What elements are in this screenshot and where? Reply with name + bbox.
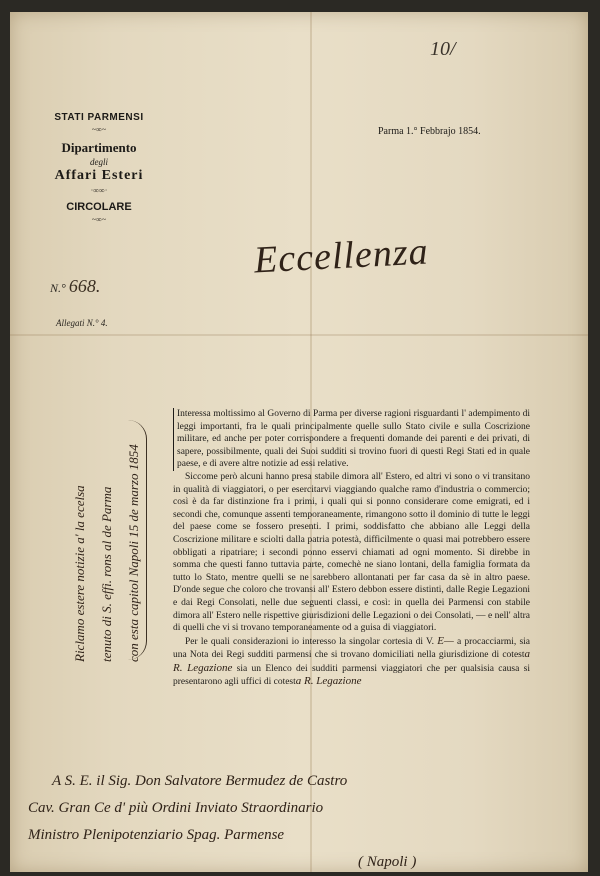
handwritten-insert-3: a R. Legazione: [295, 675, 362, 688]
letter-body: [173, 408, 530, 689]
margin-note: [66, 422, 150, 662]
handwritten-insert-1: E—: [437, 634, 454, 647]
paragraph-2: Siccome però alcuni hanno presa stabile dimora all' Estero, ed altri vi sono o vi transitano in qualità di viaggiatori, o per esercitarvi viaggiando qualche ramo d'industria o commercio; così è da far distinzione fra i primi, i quali qui si ponno considerare come emigrati, ed i secondi che, comunque assenti temporaneamente, rimangono sotto il dominio di tutte le leggi del paese come se fossero presenti. I primi, soddisfatto che abbiano alle Leggi della Coscrizione militare e sciolti dalla patria potestà, difficilmente o quasi mai potrebbero essere obbligati a ripatriare; i secondi ponno esservi chiamati ad ogni momento. Si direbbe in somma che questi fanno tuttavia parte, comechè ne siano lontani, della famiglia formata da tutto lo Stato, mentre quelli se ne sarebbero allontanati per far casa da sè in altro paese. D'onde segue che coloro che trovansi all' Estero debbon essere distinti, dalle Regie Legazioni e dai Regi Consolati, nelle due seguenti classi, e così: in quella dei Parmensi con stabile dimora all' Estero nelle rispettive giurisdizioni delle Legazioni o dei Consolati, — e nell' altra di quelli che vi si trovano temporaneamente od a guisa di viaggiatori.: [173, 471, 530, 634]
paragraph-1: Interessa moltissimo al Governo di Parma per diverse ragioni risguardanti l' adempimento di leggi importanti, fra le quali principalmente quelle sullo Stato civile e sulla Coscrizione militare, ed anche per poter corrispondere a frequenti domande dei parenti e dei privati, di sapere, possibilmente, quali dei Suoi sudditi si trovino fuori di questi Regi Stati ed in quale paese, e di avere altre notizie ad essi relative.: [173, 408, 530, 471]
ornament-divider: ~∞~: [91, 125, 107, 134]
paragraph-3: [173, 635, 530, 689]
number-value: 668.: [68, 276, 101, 296]
date-line: Parma 1.° Febbrajo 1854.: [378, 126, 481, 137]
handwritten-insert-2: a R. Legazione: [173, 648, 530, 674]
addressee-block: [28, 768, 416, 876]
paragraph-3-start: Per le quali considerazioni io interesso la singolar cortesia di V.: [185, 636, 435, 647]
department-affairs: Affari Esteri: [54, 168, 144, 183]
salutation: Eccellenza: [253, 230, 430, 282]
horizontal-fold-line: [10, 334, 588, 336]
attachments-count: Allegati N.° 4.: [56, 318, 108, 328]
circular-number: [50, 276, 100, 297]
ornament-divider-2: ·∞∞·: [90, 186, 108, 195]
document-sheet: [10, 12, 588, 872]
department-degli: degli: [90, 157, 108, 167]
paragraph-3-mid-1: a procacciarmi, sia una Nota dei Regi sudditi parmensi che si trovano domiciliati nella giurisdizione di cotest: [173, 636, 531, 661]
corner-annotation: 10/: [430, 38, 456, 60]
margin-note-line: tenuto di S. effi. rons al de Parma: [99, 486, 114, 662]
circular-label: CIRCOLARE: [66, 201, 132, 213]
margin-note-line: Riclamo estere notizie a' la ecelsa: [72, 485, 87, 662]
address-line-1: A S. E. il Sig. Don Salvatore Bermudez de Castro: [52, 773, 348, 789]
department-title: Dipartimento: [61, 140, 137, 155]
address-line-3: Ministro Plenipotenziario Spag. Parmense: [28, 827, 285, 843]
paragraph-3-mid-2: sia un Elenco dei sudditi parmensi viaggiatori che per qualsisia causa si presentarono agli uffici di cotest: [173, 663, 530, 688]
address-line-4: ( Napoli ): [358, 854, 417, 870]
number-label: N.°: [50, 281, 66, 295]
ornament-divider-3: ~∞~: [91, 215, 107, 224]
state-name: STATI PARMENSI: [54, 112, 144, 123]
address-line-2: Cav. Gran Ce d' più Ordini Inviato Straordinario: [28, 800, 324, 816]
margin-note-line: con esta capitol Napoli 15 de marzo 1854: [126, 444, 141, 662]
letterhead: [24, 112, 174, 230]
